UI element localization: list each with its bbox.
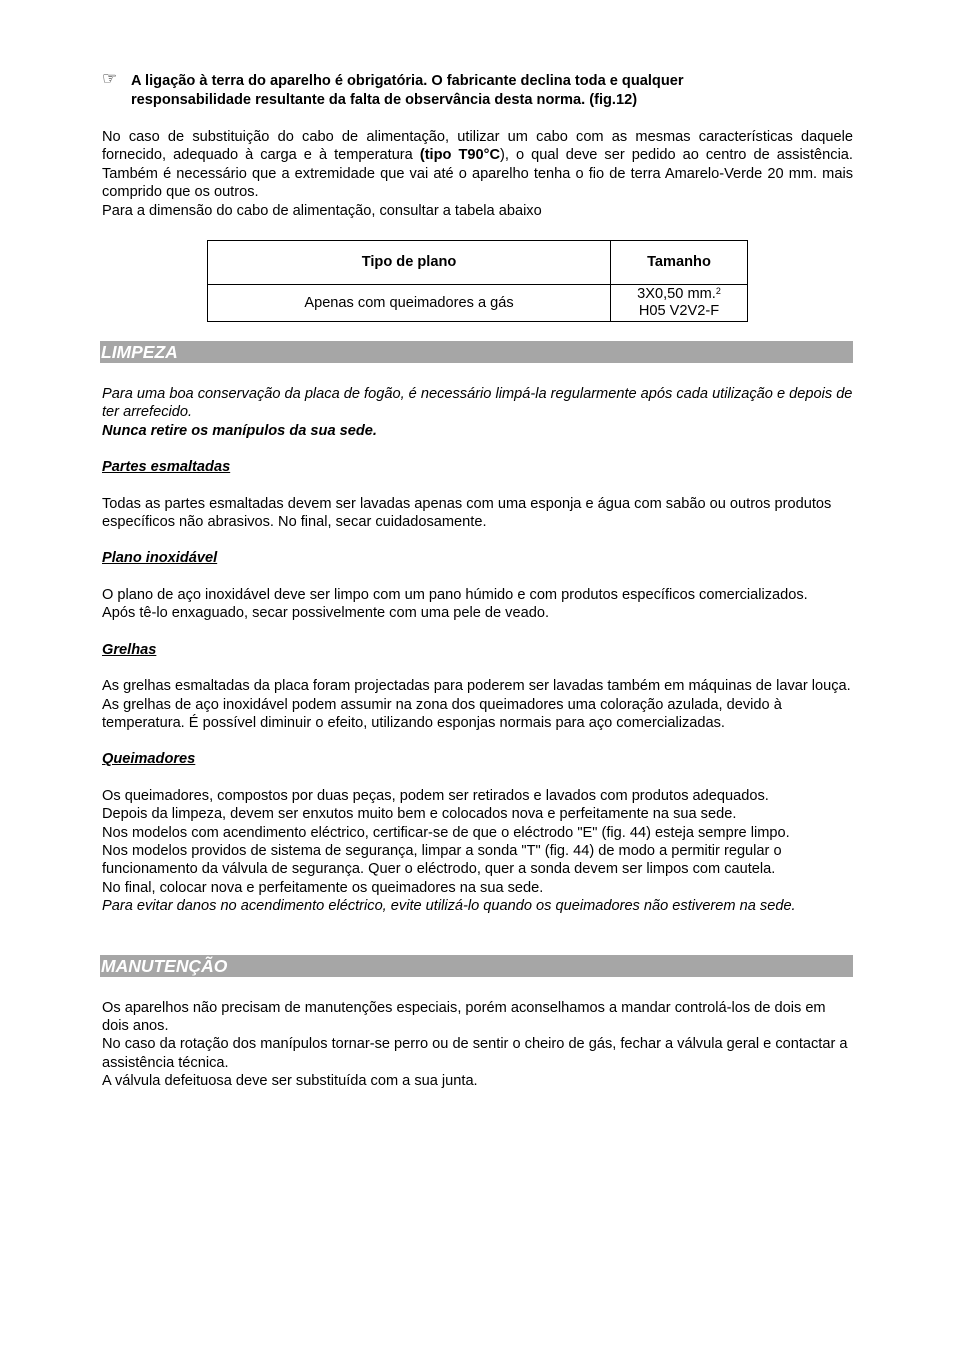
maintenance-text-1: Os aparelhos não precisam de manutenções especiais, porém aconselhamos a mandar controlá-los de dois em dois anos. — [102, 999, 826, 1034]
maintenance-text-3: A válvula defeituosa deve ser substituída com a sua junta. — [102, 1073, 478, 1090]
subheading-text: Queimadores — [102, 751, 196, 768]
header-plan-type: Tipo de plano — [208, 241, 611, 285]
table-header-row — [208, 241, 748, 285]
stainless-text-1: O plano de aço inoxidável deve ser limpo com um pano húmido e com produtos específicos comercializados. — [102, 586, 808, 603]
document-page — [101, 69, 853, 1091]
subheading-text: Grelhas — [102, 641, 157, 658]
grids-text-2: As grelhas de aço inoxidável podem assumir na zona dos queimadores uma coloração azulada, devido à temperatura. É possível diminuir o efeito, utilizando esponjas normais para aço comercializadas. — [102, 696, 782, 731]
earthing-warning — [102, 69, 853, 110]
cable-text-a: No caso de substituição do cabo de alimentação, utilizar um cabo com as mesmas características daquele fornecido, adequado à carga e à temperatura — [102, 129, 853, 164]
cell-size — [611, 285, 748, 322]
subheading-queimadores — [102, 750, 853, 768]
burners-text-3: Nos modelos com acendimento eléctrico, certificar-se de que o eléctrodo "E" (fig. 44) esteja sempre limpo. — [102, 824, 790, 841]
subheading-partes-esmaltadas — [102, 458, 853, 476]
subheading-grelhas — [102, 641, 853, 659]
maintenance-text-2: No caso da rotação dos manípulos tornar-se perro ou de sentir o cheiro de gás, fechar a válvula geral e contactar a assistência técnica. — [102, 1036, 848, 1071]
cable-text-b: ), o qual deve ser pedido ao centro de assistência. Também é necessário que a extremidade que vai até o aparelho tenha o fio de terra Amarelo-Verde 20 mm. mais comprido que os outros. — [102, 147, 853, 201]
subheading-text: Plano inoxidável — [102, 550, 218, 567]
cleaning-intro: Para uma boa conservação da placa de fogão, é necessário limpá-la regularmente após cada utilização e depois de ter arrefecido. — [102, 386, 853, 421]
header-size: Tamanho — [611, 241, 748, 285]
stainless-text-2: Após tê-lo enxaguado, secar possivelmente com uma pele de veado. — [102, 605, 549, 622]
section-header-manutencao: MANUTENÇÃO — [100, 955, 853, 977]
cell-size-line-1: 3X0,50 mm. — [637, 286, 716, 303]
enamel-parts-text: Todas as partes esmaltadas devem ser lavadas apenas com uma esponja e água com sabão ou outros produtos específicos não abrasivos. No final, secar cuidadosamente. — [102, 495, 832, 531]
subheading-text: Partes esmaltadas — [102, 459, 231, 476]
burners-text-1: Os queimadores, compostos por duas peças, podem ser retirados e lavados com produtos adequados. — [102, 787, 769, 804]
subheading-plano-inoxidavel — [102, 549, 853, 567]
cleaning-warning: Nunca retire os manípulos da sua sede. — [102, 422, 377, 439]
pointing-hand-icon: ☞ — [102, 69, 118, 88]
cable-replacement-paragraph — [102, 128, 853, 202]
cell-plan-type: Apenas com queimadores a gás — [208, 285, 611, 322]
warning-line-2: responsabilidade resultante da falta de observância desta norma. (fig.12) — [131, 92, 638, 108]
warning-line-1: A ligação à terra do aparelho é obrigatória. O fabricante declina toda e qualquer — [131, 73, 684, 89]
burners-text-5: No final, colocar nova e perfeitamente os queimadores na sua sede. — [102, 879, 544, 896]
cell-size-line-2: H05 V2V2-F — [638, 303, 720, 320]
burners-warning: Para evitar danos no acendimento eléctrico, evite utilizá-lo quando os queimadores não estiverem na sede. — [102, 898, 796, 915]
section-header-limpeza: LIMPEZA — [100, 341, 853, 363]
burners-text-2: Depois da limpeza, devem ser enxutos muito bem e colocados nova e perfeitamente na sua sede. — [102, 806, 737, 823]
grids-text-1: As grelhas esmaltadas da placa foram projectadas para poderem ser lavadas também em máquinas de lavar louça. — [102, 678, 851, 695]
cable-table-reference: Para a dimensão do cabo de alimentação, consultar a tabela abaixo — [102, 202, 542, 219]
burners-text-4: Nos modelos providos de sistema de segurança, limpar a sonda "T" (fig. 44) de modo a permitir regular o funcionamento da válvula de segurança. Quer o eléctrodo, quer a sonda devem ser limpos com cautela. — [102, 842, 782, 878]
cable-type-bold: (tipo T90°C — [419, 147, 500, 164]
table-row — [208, 285, 748, 322]
cable-size-table — [207, 240, 748, 322]
cell-size-superscript: 2 — [715, 286, 721, 297]
